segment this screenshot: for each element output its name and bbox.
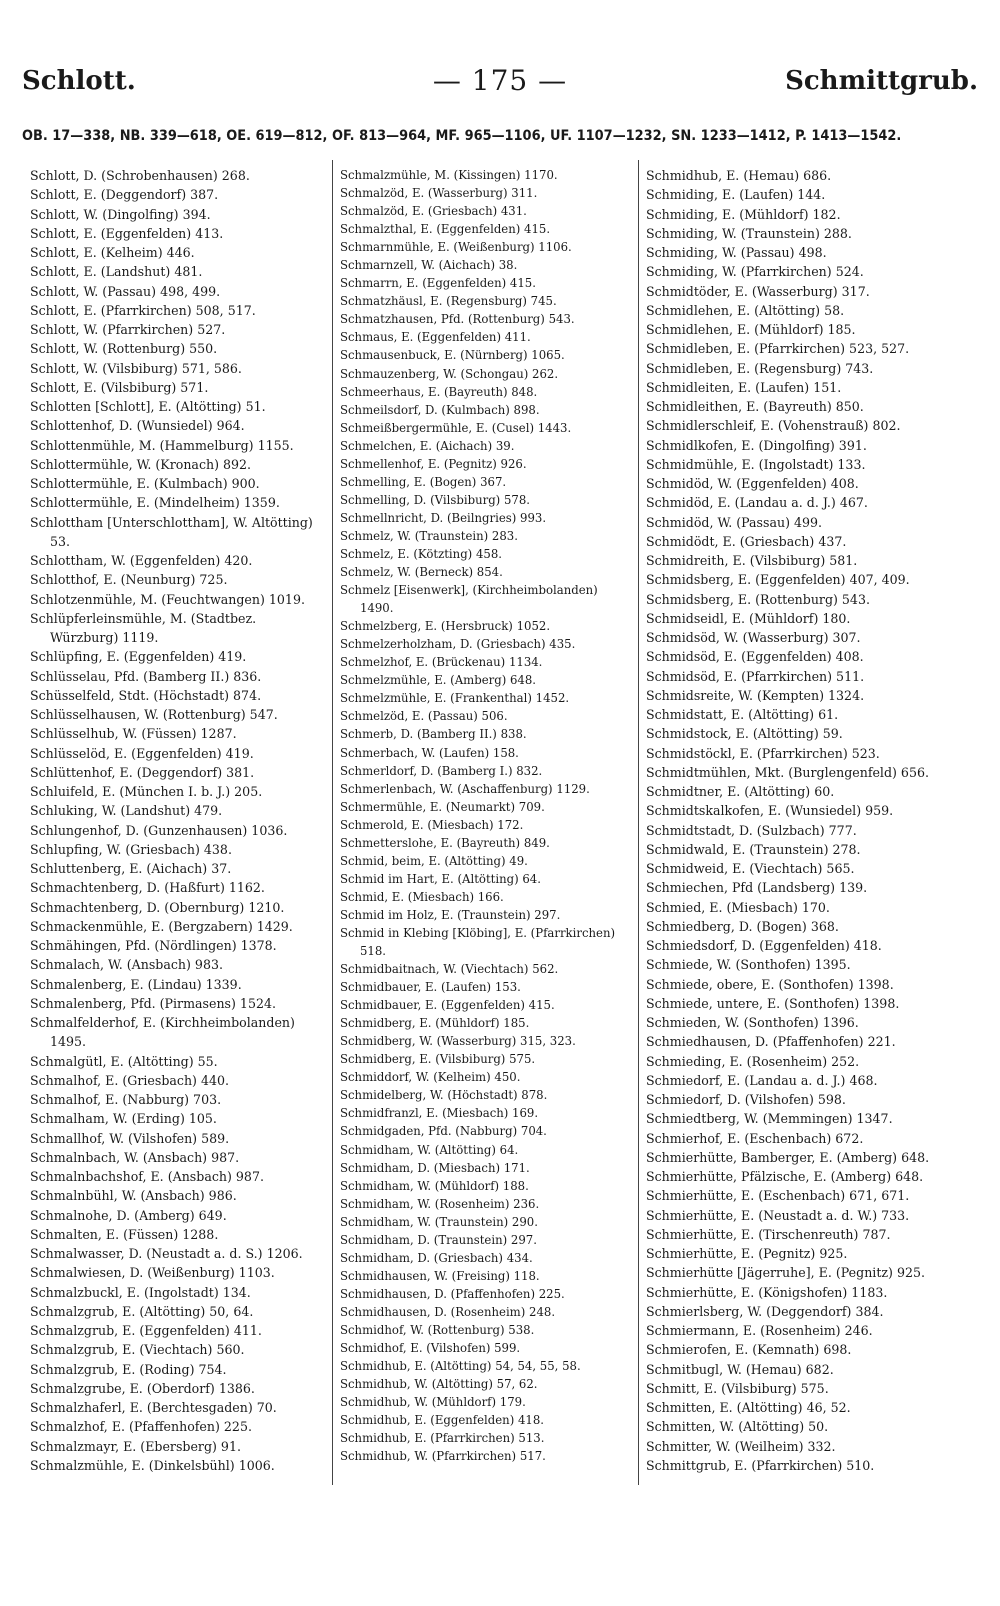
index-entry: Schlüpferleinsmühle, M. (Stadtbez. Würzburg) 1119. <box>30 610 257 645</box>
index-entry: Schmitter, W. (Weilheim) 332. <box>646 1438 836 1454</box>
index-entry: Schmidleben, E. (Regensburg) 743. <box>646 360 874 376</box>
index-entry: Schmidsberg, E. (Rottenburg) 543. <box>646 591 870 607</box>
index-entry: Schmidham, W. (Rosenheim) 236. <box>340 1196 540 1211</box>
index-entry: Schmarnzell, W. (Aichach) 38. <box>340 258 518 273</box>
index-entry: Schmerold, E. (Miesbach) 172. <box>340 817 524 832</box>
index-entry: Schmidham, W. (Altötting) 64. <box>340 1142 519 1157</box>
index-entry: Schmitt, E. (Vilsbiburg) 575. <box>646 1380 829 1396</box>
index-entry: Schmidseidl, E. (Mühldorf) 180. <box>646 610 851 626</box>
index-entry: Schmiding, W. (Passau) 498. <box>646 245 827 260</box>
header-first-entry: Schlott. <box>22 66 136 96</box>
index-entry: Schmidsberg, E. (Eggenfelden) 407, 409. <box>646 572 910 588</box>
index-entry: Schmid, beim, E. (Altötting) 49. <box>340 853 528 868</box>
index-entry: Schmiechen, Pfd (Landsberg) 139. <box>646 880 868 896</box>
index-entry: Schmierhütte, Pfälzische, E. (Amberg) 648. <box>646 1169 924 1184</box>
index-entry: Schlüttenhof, E. (Deggendorf) 381. <box>30 764 255 780</box>
index-entry: Schmausenbuck, E. (Nürnberg) 1065. <box>340 348 565 363</box>
index-entry: Schmähingen, Pfd. (Nördlingen) 1378. <box>30 938 277 953</box>
index-entry: Schlott, W. (Pfarrkirchen) 527. <box>30 322 226 337</box>
index-entry: Schmiding, W. (Traunstein) 288. <box>646 225 852 241</box>
header-last-entry: Schmittgrub. <box>785 66 978 96</box>
index-entry: Schmackenmühle, E. (Bergzabern) 1429. <box>30 918 293 934</box>
index-entry: Schlungenhof, D. (Gunzenhausen) 1036. <box>30 822 288 838</box>
column-divider <box>638 160 639 1485</box>
index-entry: Schmidfranzl, E. (Miesbach) 169. <box>340 1106 539 1121</box>
index-entry: Schmitten, E. (Altötting) 46, 52. <box>646 1400 851 1415</box>
index-entry: Schmidstatt, E. (Altötting) 61. <box>646 707 839 722</box>
page-header <box>22 58 978 118</box>
index-entry: Schmidhof, W. (Rottenburg) 538. <box>340 1323 535 1337</box>
index-entry: Schmidhub, E. (Hemau) 686. <box>646 168 832 183</box>
index-entry: Schmiding, E. (Mühldorf) 182. <box>646 206 841 222</box>
index-entry: Schmidmühle, E. (Ingolstadt) 133. <box>646 456 866 472</box>
index-entry: Schmalnbach, W. (Ansbach) 987. <box>30 1149 240 1165</box>
index-entry: Schmidberg, W. (Wasserburg) 315, 323. <box>340 1034 576 1049</box>
index-entry: Schmermühle, E. (Neumarkt) 709. <box>340 799 545 814</box>
index-entry: Schmidbauer, E. (Laufen) 153. <box>340 980 521 995</box>
entries-column-2 <box>340 166 632 1465</box>
index-entry: Schmellenhof, E. (Pegnitz) 926. <box>340 456 527 471</box>
index-entry: Schlott, E. (Eggenfelden) 413. <box>30 225 224 241</box>
index-entry: Schmalzhaferl, E. (Berchtesgaden) 70. <box>30 1400 277 1415</box>
index-entry: Schmelchen, E. (Aichach) 39. <box>340 438 515 453</box>
index-entry: Schmied, E. (Miesbach) 170. <box>646 899 830 915</box>
index-entry: Schmidhausen, D. (Rosenheim) 248. <box>340 1304 556 1319</box>
index-entry: Schmalzgrub, E. (Eggenfelden) 411. <box>30 1323 262 1338</box>
index-entry: Schmiede, W. (Sonthofen) 1395. <box>646 957 851 973</box>
index-entry: Schmalzhof, E. (Pfaffenhofen) 225. <box>30 1419 252 1435</box>
index-entry: Schmiedberg, D. (Bogen) 368. <box>646 918 839 934</box>
index-entry: Schmierhütte, Bamberger, E. (Amberg) 648. <box>646 1149 930 1165</box>
index-entry: Schlottermühle, W. (Kronach) 892. <box>30 456 252 472</box>
index-entry: Schmelz, W. (Berneck) 854. <box>340 565 503 580</box>
index-entry: Schmiede, untere, E. (Sonthofen) 1398. <box>646 995 900 1011</box>
index-entry: Schlott, W. (Vilsbiburg) 571, 586. <box>30 360 242 376</box>
index-entry: Schmelz, W. (Traunstein) 283. <box>340 528 518 543</box>
index-entry: Schmidöd, E. (Landau a. d. J.) 467. <box>646 495 868 511</box>
index-entry: Schmidtner, E. (Altötting) 60. <box>646 784 835 799</box>
index-entry: Schmelzöd, E. (Passau) 506. <box>340 709 508 724</box>
index-entry: Schmalenberg, Pfd. (Pirmasens) 1524. <box>30 995 276 1011</box>
index-entry: Schmatzhausen, Pfd. (Rottenburg) 543. <box>340 312 575 327</box>
index-entry: Schlott, E. (Deggendorf) 387. <box>30 187 219 203</box>
index-entry: Schmalgütl, E. (Altötting) 55. <box>30 1053 218 1069</box>
index-entry: Schmidleiten, E. (Laufen) 151. <box>646 379 842 395</box>
index-entry: Schlott, W. (Passau) 498, 499. <box>30 283 221 299</box>
index-entry: Schmetterslohe, E. (Bayreuth) 849. <box>340 835 550 850</box>
index-entry: Schmiedsdorf, D. (Eggenfelden) 418. <box>646 938 882 953</box>
index-entry: Schluttenberg, E. (Aichach) 37. <box>30 861 232 876</box>
index-entry: Schmidlehen, E. (Altötting) 58. <box>646 302 845 318</box>
index-entry: Schmierhütte [Jägerruhe], E. (Pegnitz) 925. <box>646 1265 925 1281</box>
entries-column-3 <box>646 166 946 1475</box>
index-entry: Schmidsreite, W. (Kempten) 1324. <box>646 687 865 703</box>
index-entry: Schmierhütte, E. (Tirschenreuth) 787. <box>646 1226 891 1242</box>
index-entry: Schmidberg, E. (Vilsbiburg) 575. <box>340 1052 536 1067</box>
index-entry: Schmidhub, E. (Altötting) 54, 54, 55, 58. <box>340 1359 581 1374</box>
index-entry: Schmidreith, E. (Vilsbiburg) 581. <box>646 553 858 568</box>
index-entry: Schmerb, D. (Bamberg II.) 838. <box>340 727 527 742</box>
index-entry: Schluifeld, E. (München I. b. J.) 205. <box>30 784 263 799</box>
index-entry: Schmachtenberg, D. (Haßfurt) 1162. <box>30 880 265 896</box>
index-entry: Schmidhausen, W. (Freising) 118. <box>340 1268 540 1283</box>
index-entry: Schmalham, W. (Erding) 105. <box>30 1111 217 1127</box>
index-entry: Schmalten, E. (Füssen) 1288. <box>30 1226 219 1242</box>
index-entry: Schmalzöd, E. (Griesbach) 431. <box>340 204 527 219</box>
index-entry: Schmatzhäusl, E. (Regensburg) 745. <box>340 294 557 309</box>
index-entry: Schmalhof, E. (Nabburg) 703. <box>30 1092 222 1107</box>
index-entry: Schmid in Klebing [Klöbing], E. (Pfarrkirchen) 518. <box>340 925 616 959</box>
index-entry: Schmiedorf, D. (Vilshofen) 598. <box>646 1092 846 1107</box>
index-entry: Schmelzerholzham, D. (Griesbach) 435. <box>340 637 576 652</box>
index-entry: Schlüsselhausen, W. (Rottenburg) 547. <box>30 707 278 722</box>
index-entry: Schmalzbuckl, E. (Ingolstadt) 134. <box>30 1284 251 1300</box>
index-entry: Schmiding, W. (Pfarrkirchen) 524. <box>646 264 864 280</box>
index-entry: Schmidgaden, Pfd. (Nabburg) 704. <box>340 1124 547 1139</box>
index-entry: Schmitbugl, W. (Hemau) 682. <box>646 1361 834 1377</box>
index-entry: Schmitten, W. (Altötting) 50. <box>646 1419 829 1435</box>
index-entry: Schmellnricht, D. (Beilngries) 993. <box>340 510 547 525</box>
index-entry: Schmidstock, E. (Altötting) 59. <box>646 726 843 742</box>
index-entry: Schlottenmühle, M. (Hammelburg) 1155. <box>30 437 294 453</box>
district-abbreviation-line: OB. 17—338, NB. 339—618, OE. 619—812, OF. 813—964, MF. 965—1106, UF. 1107—1232, SN. 1233—1412, P. 1413—1542. <box>22 128 902 144</box>
index-entry: Schmittgrub, E. (Pfarrkirchen) 510. <box>646 1457 875 1473</box>
index-entry: Schmidlerschleif, E. (Vohenstrauß) 802. <box>646 418 901 434</box>
index-entry: Schlottermühle, E. (Kulmbach) 900. <box>30 476 260 491</box>
index-entry: Schmelz [Eisenwerk], (Kirchheimbolanden) 1490. <box>340 583 598 616</box>
index-entry: Schmidham, D. (Griesbach) 434. <box>340 1250 533 1265</box>
index-entry: Schmierhütte, E. (Eschenbach) 671, 671. <box>646 1188 910 1204</box>
index-entry: Schmidöd, W. (Passau) 499. <box>646 514 823 530</box>
index-entry: Schmidwald, E. (Traunstein) 278. <box>646 841 861 857</box>
index-entry: Schmidelberg, W. (Höchstadt) 878. <box>340 1088 548 1103</box>
index-entry: Schlottham, W. (Eggenfelden) 420. <box>30 553 253 568</box>
index-entry: Schmerldorf, D. (Bamberg I.) 832. <box>340 763 543 778</box>
index-entry: Schlüpfing, E. (Eggenfelden) 419. <box>30 649 247 665</box>
index-entry: Schmidöd, W. (Eggenfelden) 408. <box>646 476 859 491</box>
index-entry: Schmeilsdorf, D. (Kulmbach) 898. <box>340 402 540 417</box>
index-entry: Schmalzgrub, E. (Viechtach) 560. <box>30 1342 245 1358</box>
index-entry: Schmidleben, E. (Pfarrkirchen) 523, 527. <box>646 341 910 357</box>
index-entry: Schlott, E. (Vilsbiburg) 571. <box>30 379 209 395</box>
index-entry: Schmidtstadt, D. (Sulzbach) 777. <box>646 822 857 838</box>
index-entry: Schüsselfeld, Stdt. (Höchstadt) 874. <box>30 687 262 703</box>
index-entry: Schmidham, D. (Miesbach) 171. <box>340 1160 530 1175</box>
index-entry: Schmidham, D. (Traunstein) 297. <box>340 1232 537 1247</box>
index-entry: Schmelzhof, E. (Brückenau) 1134. <box>340 655 543 670</box>
index-entry: Schmalzmayr, E. (Ebersberg) 91. <box>30 1438 241 1454</box>
index-entry: Schmalzgrub, E. (Roding) 754. <box>30 1361 227 1377</box>
index-entry: Schmalzmühle, M. (Kissingen) 1170. <box>340 168 558 182</box>
index-entry: Schmid, E. (Miesbach) 166. <box>340 889 504 904</box>
index-entry: Schmiedorf, E. (Landau a. d. J.) 468. <box>646 1072 878 1088</box>
index-entry: Schmidhof, E. (Vilshofen) 599. <box>340 1341 521 1356</box>
index-entry: Schmalzgrube, E. (Oberdorf) 1386. <box>30 1380 255 1396</box>
index-entry: Schmalzöd, E. (Wasserburg) 311. <box>340 186 538 201</box>
index-entry: Schmierofen, E. (Kemnath) 698. <box>646 1342 852 1358</box>
index-entry: Schluking, W. (Landshut) 479. <box>30 803 223 819</box>
index-entry: Schmalnbühl, W. (Ansbach) 986. <box>30 1188 237 1204</box>
index-entry: Schlott, D. (Schrobenhausen) 268. <box>30 168 250 183</box>
index-entry: Schmierhütte, E. (Pegnitz) 925. <box>646 1246 848 1261</box>
index-entry: Schlüsselöd, E. (Eggenfelden) 419. <box>30 745 254 761</box>
index-entry: Schmidtskalkofen, E. (Wunsiedel) 959. <box>646 803 894 819</box>
index-entry: Schmaus, E. (Eggenfelden) 411. <box>340 330 531 345</box>
index-entry: Schmalzmühle, E. (Dinkelsbühl) 1006. <box>30 1457 275 1473</box>
index-entry: Schmalzgrub, E. (Altötting) 50, 64. <box>30 1303 254 1319</box>
entries-column-1 <box>30 166 326 1475</box>
index-entry: Schmalenberg, E. (Lindau) 1339. <box>30 976 242 992</box>
index-entry: Schmieden, W. (Sonthofen) 1396. <box>646 1015 859 1030</box>
index-entry: Schmidhub, W. (Pfarrkirchen) 517. <box>340 1449 546 1464</box>
index-entry: Schlotthof, E. (Neunburg) 725. <box>30 572 228 588</box>
index-entry: Schmelling, E. (Bogen) 367. <box>340 474 507 489</box>
index-entry: Schlottham [Unterschlottham], W. Altötting) 53. <box>30 514 313 549</box>
index-entry: Schmierhütte, E. (Königshofen) 1183. <box>646 1284 888 1300</box>
index-entry: Schmerbach, W. (Laufen) 158. <box>340 745 519 760</box>
index-entry: Schmalnohe, D. (Amberg) 649. <box>30 1207 227 1223</box>
index-entry: Schmidhub, E. (Pfarrkirchen) 513. <box>340 1431 545 1446</box>
index-entry: Schmierhof, E. (Eschenbach) 672. <box>646 1130 864 1146</box>
index-entry: Schmeißbergermühle, E. (Cusel) 1443. <box>340 420 572 435</box>
index-entry: Schmidhub, W. (Altötting) 57, 62. <box>340 1377 538 1392</box>
index-entry: Schmalzthal, E. (Eggenfelden) 415. <box>340 222 551 237</box>
index-entry: Schmelzberg, E. (Hersbruck) 1052. <box>340 619 551 634</box>
index-entry: Schmidsöd, E. (Pfarrkirchen) 511. <box>646 668 865 684</box>
index-entry: Schmauzenberg, W. (Schongau) 262. <box>340 366 559 381</box>
index-entry: Schlupfing, W. (Griesbach) 438. <box>30 841 232 857</box>
index-entry: Schmalach, W. (Ansbach) 983. <box>30 957 223 973</box>
index-entry: Schmalhof, E. (Griesbach) 440. <box>30 1072 230 1088</box>
index-entry: Schlott, W. (Rottenburg) 550. <box>30 341 218 357</box>
index-entry: Schmidhub, W. (Mühldorf) 179. <box>340 1395 526 1410</box>
index-entry: Schlott, W. (Dingolfing) 394. <box>30 206 211 222</box>
index-entry: Schmalwiesen, D. (Weißenburg) 1103. <box>30 1265 275 1281</box>
index-entry: Schmidlkofen, E. (Dingolfing) 391. <box>646 437 867 453</box>
index-entry: Schmid im Holz, E. (Traunstein) 297. <box>340 907 561 922</box>
index-entry: Schmiedhausen, D. (Pfaffenhofen) 221. <box>646 1034 896 1050</box>
index-entry: Schlotten [Schlott], E. (Altötting) 51. <box>30 399 266 414</box>
index-entry: Schlott, E. (Landshut) 481. <box>30 264 203 280</box>
index-entry: Schmiding, E. (Laufen) 144. <box>646 187 826 203</box>
index-entry: Schmierhütte, E. (Neustadt a. d. W.) 733. <box>646 1207 910 1223</box>
index-entry: Schlotzenmühle, M. (Feuchtwangen) 1019. <box>30 591 305 607</box>
index-entry: Schmallhof, W. (Vilshofen) 589. <box>30 1130 230 1146</box>
index-entry: Schmid im Hart, E. (Altötting) 64. <box>340 871 541 886</box>
index-entry: Schmidsöd, E. (Eggenfelden) 408. <box>646 649 864 665</box>
index-entry: Schlott, E. (Kelheim) 446. <box>30 245 195 260</box>
index-entry: Schmarrn, E. (Eggenfelden) 415. <box>340 276 536 291</box>
index-entry: Schmeerhaus, E. (Bayreuth) 848. <box>340 384 538 399</box>
index-entry: Schlüsselau, Pfd. (Bamberg II.) 836. <box>30 668 262 684</box>
index-entry: Schmiede, obere, E. (Sonthofen) 1398. <box>646 976 894 992</box>
index-entry: Schmidhub, E. (Eggenfelden) 418. <box>340 1413 545 1428</box>
index-entry: Schmalnbachshof, E. (Ansbach) 987. <box>30 1169 264 1184</box>
index-entry: Schmerlenbach, W. (Aschaffenburg) 1129. <box>340 781 590 796</box>
index-entry: Schmidleithen, E. (Bayreuth) 850. <box>646 399 864 414</box>
index-entry: Schmidham, W. (Mühldorf) 188. <box>340 1178 529 1193</box>
index-entry: Schmiermann, E. (Rosenheim) 246. <box>646 1323 873 1338</box>
index-entry: Schmidberg, E. (Mühldorf) 185. <box>340 1016 530 1031</box>
index-entry: Schmiddorf, W. (Kelheim) 450. <box>340 1070 521 1085</box>
index-entry: Schmidlehen, E. (Mühldorf) 185. <box>646 322 856 337</box>
index-entry: Schmidödt, E. (Griesbach) 437. <box>646 533 847 549</box>
index-entry: Schmelzmühle, E. (Amberg) 648. <box>340 673 537 688</box>
index-entry: Schmarnmühle, E. (Weißenburg) 1106. <box>340 240 572 255</box>
index-entry: Schmalfelderhof, E. (Kirchheimbolanden) 1495. <box>30 1015 295 1050</box>
index-entry: Schmidhausen, D. (Pfaffenhofen) 225. <box>340 1286 565 1301</box>
index-entry: Schmalwasser, D. (Neustadt a. d. S.) 1206. <box>30 1246 303 1261</box>
index-entry: Schmidbauer, E. (Eggenfelden) 415. <box>340 998 555 1013</box>
index-entry: Schmierlsberg, W. (Deggendorf) 384. <box>646 1303 884 1319</box>
index-entry: Schlottenhof, D. (Wunsiedel) 964. <box>30 418 245 434</box>
index-entry: Schmieding, E. (Rosenheim) 252. <box>646 1053 860 1069</box>
index-entry: Schmelling, D. (Vilsbiburg) 578. <box>340 492 530 507</box>
index-entry: Schmidstöckl, E. (Pfarrkirchen) 523. <box>646 745 880 761</box>
index-entry: Schmidtmühlen, Mkt. (Burglengenfeld) 656. <box>646 764 929 780</box>
index-entry: Schmidweid, E. (Viechtach) 565. <box>646 861 855 876</box>
index-entry: Schlott, E. (Pfarrkirchen) 508, 517. <box>30 302 256 318</box>
index-entry: Schlüsselhub, W. (Füssen) 1287. <box>30 726 237 742</box>
index-entry: Schmidsöd, W. (Wasserburg) 307. <box>646 630 861 645</box>
index-entry: Schmiedtberg, W. (Memmingen) 1347. <box>646 1111 893 1127</box>
index-entry: Schmidtöder, E. (Wasserburg) 317. <box>646 283 870 299</box>
index-entry: Schlottermühle, E. (Mindelheim) 1359. <box>30 495 280 511</box>
index-entry: Schmachtenberg, D. (Obernburg) 1210. <box>30 899 285 915</box>
page-number: — 175 — <box>432 64 568 97</box>
column-divider <box>332 160 333 1485</box>
index-entry: Schmidham, W. (Traunstein) 290. <box>340 1214 538 1229</box>
index-entry: Schmelz, E. (Kötzting) 458. <box>340 546 502 561</box>
index-entry: Schmidbaitnach, W. (Viechtach) 562. <box>340 962 559 977</box>
index-entry: Schmelzmühle, E. (Frankenthal) 1452. <box>340 691 570 706</box>
